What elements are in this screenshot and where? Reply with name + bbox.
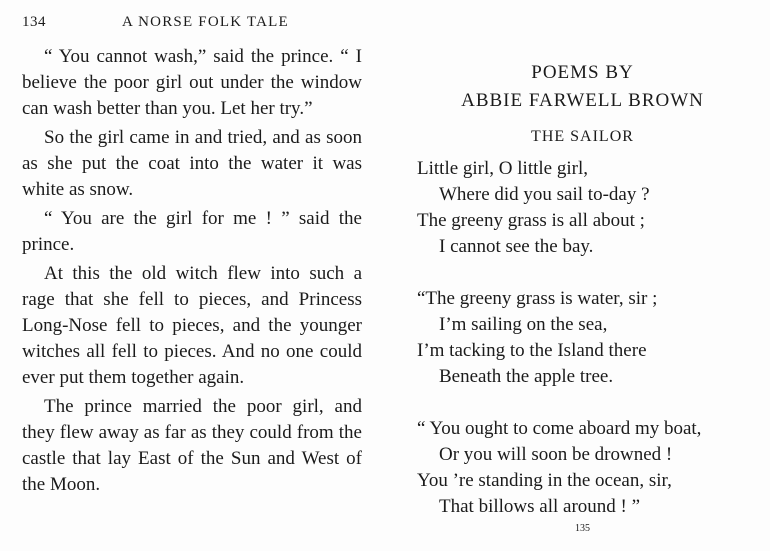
- right-page: [395, 0, 770, 551]
- running-header: [22, 14, 362, 34]
- story-text: [22, 44, 362, 501]
- poem-line: Where did you sail to-day ?: [439, 184, 650, 205]
- poems-heading: POEMS BY: [531, 62, 634, 83]
- stanza: [417, 286, 767, 390]
- page-number-right: 135: [575, 523, 590, 534]
- paragraph: At this the old witch flew into such a rage that she fell to pieces, and Princess Long-Nose fell to pieces, and the younger witches all fell to pieces. And no one could ever put them together again.: [22, 263, 362, 388]
- poem-line: The greeny grass is all about ;: [417, 210, 645, 231]
- paragraph: So the girl came in and tried, and as soon as she put the coat into the water it was white as snow.: [22, 127, 362, 200]
- poem-line: Little girl, O little girl,: [417, 158, 588, 179]
- running-head-title: A NORSE FOLK TALE: [122, 14, 289, 30]
- paragraph: “ You cannot wash,” said the prince. “ I believe the poor girl out under the window can wash better than you. Let her try.”: [22, 46, 362, 119]
- poem-line: You ’re standing in the ocean, sir,: [417, 470, 672, 491]
- page-number-left: 134: [22, 14, 46, 30]
- poem-line: Beneath the apple tree.: [439, 366, 614, 387]
- author-name: ABBIE FARWELL BROWN: [461, 90, 704, 111]
- paragraph: “ You are the girl for me ! ” said the prince.: [22, 208, 362, 255]
- poem-line: That billows all around ! ”: [439, 496, 641, 517]
- poem-line: I cannot see the bay.: [439, 236, 594, 257]
- poem-line: “ You ought to come aboard my boat,: [417, 418, 702, 439]
- paragraph: The prince married the poor girl, and they flew away as far as they could from the castle that lay East of the Sun and West of the Moon.: [22, 396, 362, 495]
- poem-title: THE SAILOR: [531, 128, 634, 145]
- poem-body: [417, 156, 767, 546]
- poem-line: “The greeny grass is water, sir ;: [417, 288, 658, 309]
- poem-line: Or you will soon be drowned !: [439, 444, 673, 465]
- poem-line: I’m tacking to the Island there: [417, 340, 647, 361]
- poem-line: I’m sailing on the sea,: [439, 314, 608, 335]
- stanza: [417, 156, 767, 260]
- stanza: [417, 416, 767, 520]
